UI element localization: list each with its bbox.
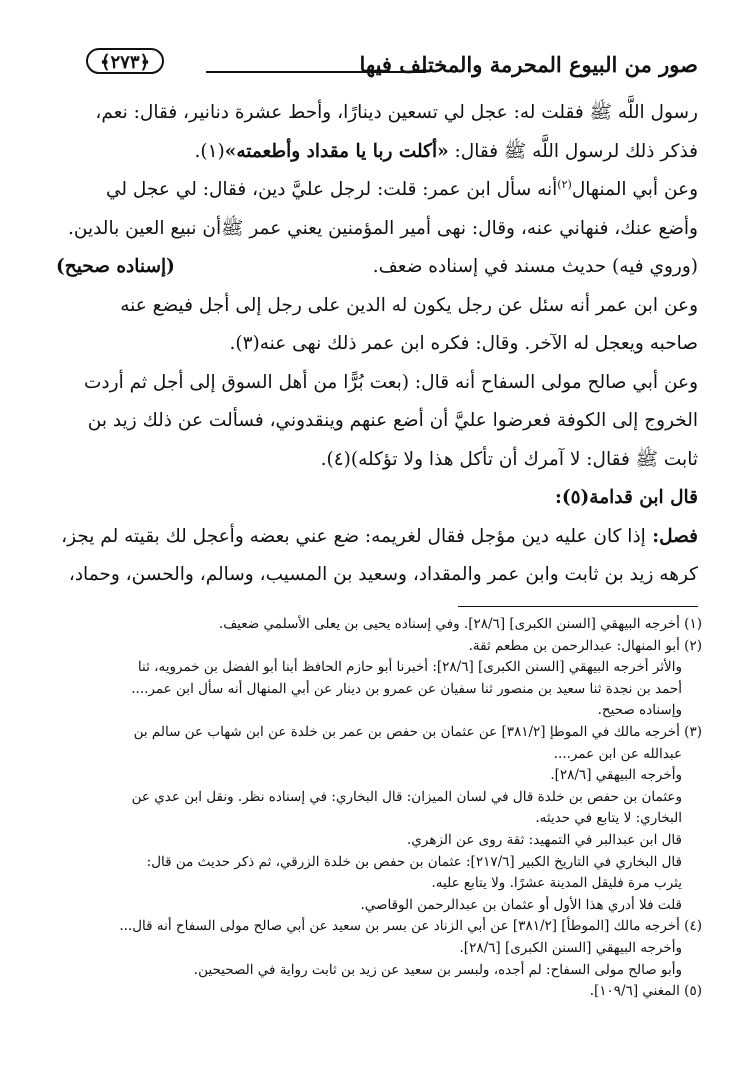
text-line xyxy=(56,518,698,557)
text-line: وعن ابن عمر أنه سئل عن رجل يكون له الدين على رجل إلى أجل فيضع عنه xyxy=(120,294,698,316)
footnote-line: وعثمان بن حفص بن خلدة قال في لسان الميزان: قال البخاري: في إسناده نظر. ونقل ابن عدي عن xyxy=(131,788,682,805)
footnote: (٢) أبو المنهال: عبدالرحمن بن مطعم ثقة. xyxy=(468,637,702,654)
footnote-line: قال ابن عبدالبر في التمهيد: ثقة روى عن الزهري. xyxy=(407,831,682,848)
running-title: صور من البيوع المحرمة والمختلف فيها xyxy=(359,52,698,77)
grading-label: (إسناده صحيح) xyxy=(56,256,175,277)
text-span: وعن أبي المنهال xyxy=(571,179,698,200)
footnote-line: أحمد بن نجدة ثنا سعيد بن منصور ثنا سفيان عن عمرو بن دينار عن أبي المنهال أنه سأل ابن عمر.... xyxy=(131,680,682,697)
text-span: إذا كان عليه دين مؤجل فقال لغريمه: ضع عني بعضه وأعجل لك بقيته لم يجز، xyxy=(61,525,646,547)
footnotes xyxy=(56,614,702,1003)
text-line: وعن أبي صالح مولى السفاح أنه قال: (بعت بُرًّا من أهل السوق إلى أجل ثم أردت xyxy=(83,371,698,393)
footnote: (٤) أخرجه مالك [الموطأ] [٣٨١/٢] عن أبي الزناد عن بسر بن سعيد عن أبي صالح مولى السفاح أنه قال... xyxy=(119,918,702,935)
hadith-quote: «أكلت ربا يا مقداد وأطعمته» xyxy=(224,140,449,162)
footnote-line: وأخرجه البيهقي [٢٨/٦]. xyxy=(550,767,682,784)
fasl-label: فصل: xyxy=(645,525,698,547)
text-line xyxy=(56,133,698,172)
footnote: (٥) المغني [١٠٩/٦]. xyxy=(589,983,702,1000)
footnote-line: قال البخاري في التاريخ الكبير [٢١٧/٦]: عثمان بن حفص بن خلدة الزرقي، ثم ذكر حديث من قال: xyxy=(146,853,682,870)
footnote-line: وأخرجه البيهقي [السنن الكبرى] [٢٨/٦]. xyxy=(459,939,682,956)
text-line: صاحبه ويعجل له الآخر. وقال: فكره ابن عمر ذلك نهى عنه(٣). xyxy=(229,333,698,354)
text-line: الخروج إلى الكوفة فعرضوا عليَّ أن أضع عنهم وينقدوني، فسألت عن ذلك زيد بن xyxy=(87,410,698,431)
footnote-separator xyxy=(458,606,698,607)
text-span: (وروي فيه) حديث مسند في إسناده ضعف. xyxy=(372,256,698,277)
footnote-line: وأبو صالح مولى السفاح: لم أجده، ولبسر بن سعيد عن زيد بن ثابت رواية في الصحيحين. xyxy=(193,961,682,978)
footnote-ref: (١). xyxy=(194,140,225,162)
footnote-line: قلت فلا أدري هذا الأول أو عثمان بن عبدالرحمن الوقاصي. xyxy=(360,896,682,913)
footnote-line: وإسناده صحيح. xyxy=(597,702,682,719)
text-span: أنه سأل ابن عمر: قلت: لرجل عليَّ دين، فقال: لي عجل لي xyxy=(105,179,558,200)
header-rule xyxy=(206,71,426,73)
text-line xyxy=(56,248,698,287)
section-heading: قال ابن قدامة(٥): xyxy=(555,487,698,508)
footnote-line: يثرب مرة فليقل المدينة عشرًا. ولا يتابع عليه. xyxy=(431,875,682,892)
page-header xyxy=(56,44,698,84)
footnote-line: البخاري: لا يتابع في حديثه. xyxy=(535,810,682,827)
main-text xyxy=(56,94,698,595)
page-number: ﴿٢٧٣﴾ xyxy=(86,48,164,74)
text-line: كرهه زيد بن ثابت وابن عمر والمقداد، وسعيد بن المسيب، وسالم، والحسن، وحماد، xyxy=(68,564,698,585)
text-span: فذكر ذلك لرسول اللَّه ﷺ فقال: xyxy=(448,140,698,162)
text-line xyxy=(56,171,698,210)
text-line: ثابت ﷺ فقال: لا آمرك أن تأكل هذا ولا تؤكله)(٤). xyxy=(320,448,698,470)
text-line: وأضع عنك، فنهاني عنه، وقال: نهى أمير المؤمنين يعني عمر ﷺأن نبيع العين بالدين. xyxy=(67,217,698,239)
footnote: (٣) أخرجه مالك في الموطإ [٣٨١/٢] عن عثمان بن حفص بن عمر بن خلدة عن ابن شهاب عن سالم بن xyxy=(133,723,702,740)
text-line: رسول اللَّه ﷺ فقلت له: عجل لي تسعين دينارًا، وأحط عشرة دنانير، فقال: نعم، xyxy=(95,102,698,123)
footnote-line: والأثر أخرجه البيهقي [السنن الكبرى] [٢٨/٦]: أخبرنا أبو حازم الحافظ أبنا أبو الفضل بن خمرويه، ثنا xyxy=(137,659,682,676)
footnote: (١) أخرجه البيهقي [السنن الكبرى] [٢٨/٦]. وفي إسناده يحيى بن يعلى الأسلمي ضعيف. xyxy=(218,616,702,632)
footnote-line: عبدالله عن ابن عمر.... xyxy=(553,745,682,762)
footnote-ref: (٢) xyxy=(557,177,572,191)
